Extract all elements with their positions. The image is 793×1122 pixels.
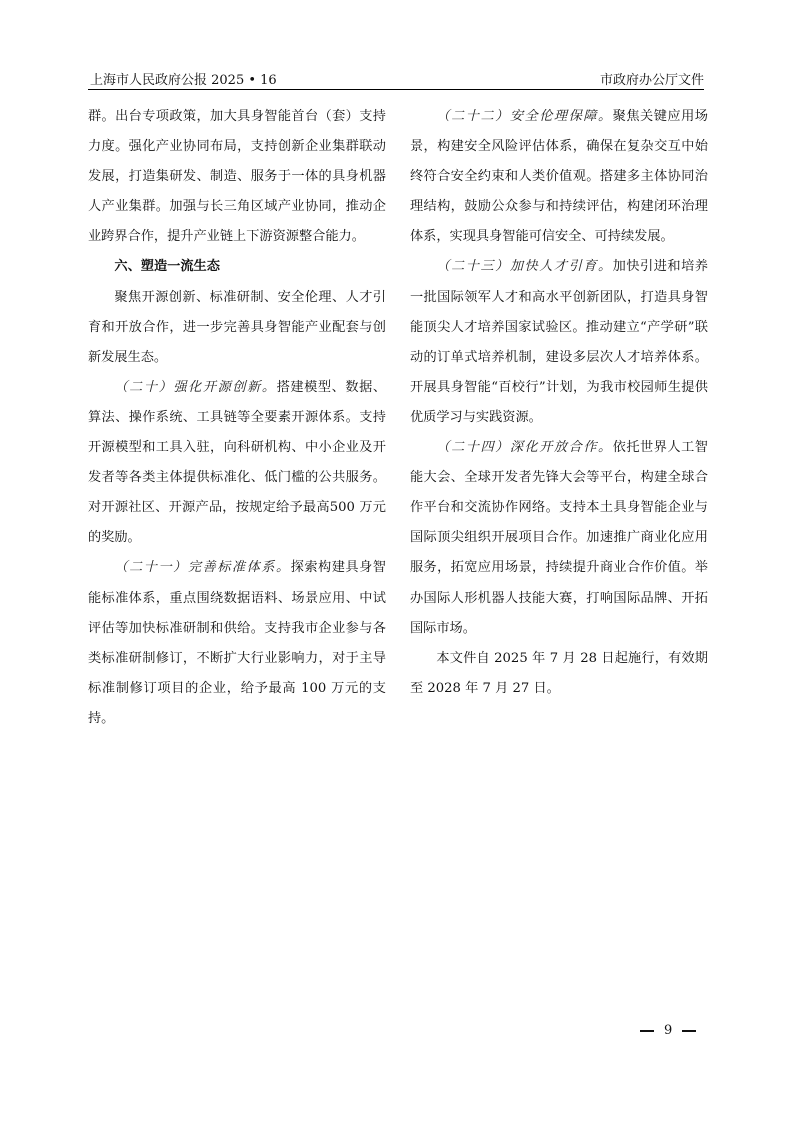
item-22-safety-ethics (410, 102, 708, 252)
item-22-title: （二十二）安全伦理保障。 (436, 109, 613, 124)
item-20-open-source (88, 373, 386, 554)
right-column (410, 102, 708, 704)
item-24-body: 依托世界人工智能大会、全球开发者先锋大会等平台，构建全球合作平台和交流协作网络。支持本土具身智能企业与国际顶尖组织开展项目合作。加速推广商业化应用服务，拓宽应用场景，持续提升商业合作价值。举办国际人形机器人技能大赛，打响国际品牌、开拓国际市场。 (410, 440, 708, 636)
document-category: 市政府办公厅文件 (599, 73, 704, 88)
dash-left (640, 1030, 654, 1032)
item-24-title: （二十四）深化开放合作。 (436, 440, 613, 456)
item-21-standards (88, 553, 386, 734)
item-23-talent (410, 252, 708, 433)
page-number-value: 9 (664, 1023, 673, 1038)
dash-right (682, 1030, 696, 1032)
left-column (88, 102, 386, 734)
item-22-body: 聚焦关键应用场景，构建安全风险评估体系，确保在复杂交互中始终符合安全约束和人类价值观。搭建多主体协同治理结构，鼓励公众参与和持续评估，构建闭环治理体系，实现具身智能可信安全、可持续发展。 (410, 109, 708, 245)
item-20-title: （二十）强化开源创新。 (114, 379, 277, 395)
item-23-title: （二十三）加快人才引育。 (436, 259, 613, 275)
item-21-body: 探索构建具身智能标准体系，重点围绕数据语料、场景应用、中试评估等加快标准研制和供给。支持我市企业参与各类标准研制修订，不断扩大行业影响力，对于主导标准制修订项目的企业，给予最高 100 万元的支持。 (88, 560, 386, 726)
section-heading-ecosystem: 六、塑造一流生态 (114, 259, 220, 275)
item-23-body: 加快引进和培养一批国际领军人才和高水平创新团队，打造具身智能顶尖人才培养国家试验区。推动建立“产学研”联动的订单式培养机制，建设多层次人才培养体系。开展具身智能“百校行”计划，为我市校园师生提供优质学习与实践资源。 (410, 259, 708, 425)
page-number (628, 1021, 708, 1041)
paragraph-industry-cluster: 群。出台专项政策，加大具身智能首台（套）支持力度。强化产业协同布局，支持创新企业集群联动发展，打造集研发、制造、服务于一体的具身机器人产业集群。加强与长三角区域产业协同，推动企业跨界合作，提升产业链上下游资源整合能力。 (88, 109, 386, 245)
effective-date-paragraph: 本文件自 2025 年 7 月 28 日起施行，有效期至 2028 年 7 月 27 日。 (410, 650, 708, 696)
item-24-open-cooperation (410, 433, 708, 644)
gazette-title: 上海市人民政府公报 2025 • 16 (90, 73, 277, 88)
paragraph-ecosystem-intro: 聚焦开源创新、标准研制、安全伦理、人才引育和开放合作，进一步完善具身智能产业配套与创新发展生态。 (88, 289, 386, 365)
item-21-title: （二十一）完善标准体系。 (114, 560, 291, 576)
page-header (88, 63, 704, 90)
item-20-body: 搭建模型、数据、算法、操作系统、工具链等全要素开源体系。支持开源模型和工具入驻，向科研机构、中小企业及开发者等各类主体提供标准化、低门槛的公共服务。对开源社区、开源产品，按规定给予最高500 万元的奖励。 (88, 379, 387, 546)
